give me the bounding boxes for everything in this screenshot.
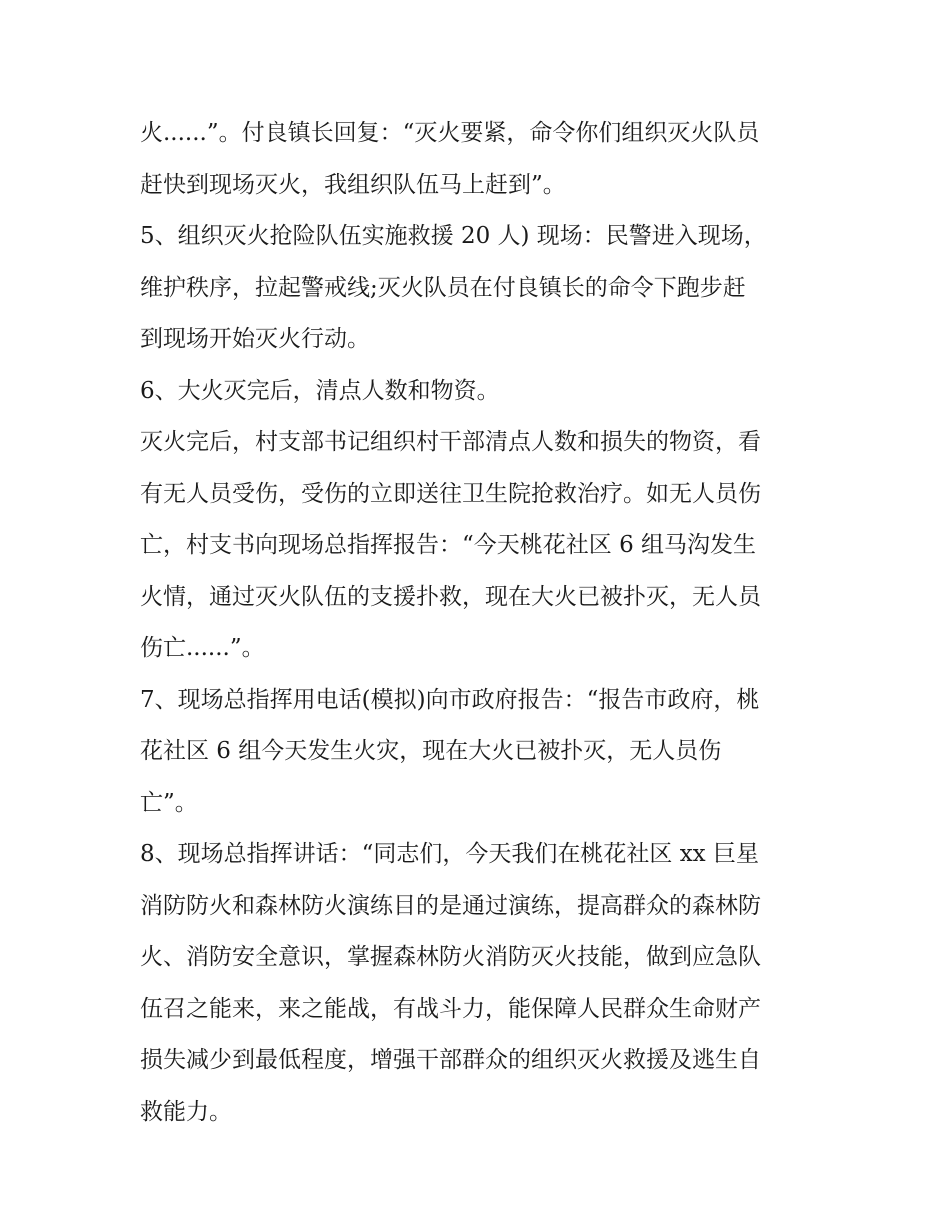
text-line: 伍召之能来，来之能战，有战斗力，能保障人民群众生命财产: [140, 995, 761, 1022]
text-line: 7、现场总指挥用电话(模拟)向市政府报告：“报告市政府，桃: [140, 686, 760, 713]
text-line: 消防防火和森林防火演练目的是通过演练，提高群众的森林防: [140, 892, 761, 919]
text-line: 赶快到现场灭火，我组织队伍马上赶到”。: [140, 171, 566, 198]
text-line: 损失减少到最低程度，增强干部群众的组织灭火救援及逃生自: [140, 1047, 761, 1073]
body-text: [140, 108, 820, 1138]
text-line: 6、大火灭完后，清点人数和物资。: [140, 377, 500, 404]
text-line: 火、消防安全意识，掌握森林防火消防灭火技能，做到应急队: [140, 944, 761, 970]
text-line: 5、组织灭火抢险队伍实施救援 20 人) 现场：民警进入现场，: [140, 223, 767, 249]
text-line: 灭火完后，村支部书记组织村干部清点人数和损失的物资，看: [140, 429, 761, 455]
text-line: 8、现场总指挥讲话：“同志们，今天我们在桃花社区 xx 巨星: [140, 841, 759, 867]
text-line: 伤亡......”。: [140, 635, 265, 661]
text-line: 亡，村支书向现场总指挥报告：“今天桃花社区 6 组马沟发生: [140, 532, 757, 558]
text-line: 到现场开始灭火行动。: [140, 326, 370, 352]
text-line: 火情，通过灭火队伍的支援扑救，现在大火已被扑灭，无人员: [140, 583, 761, 610]
text-line: 花社区 6 组今天发生火灾，现在大火已被扑灭，无人员伤: [140, 738, 722, 764]
text-line: 维护秩序，拉起警戒线;灭火队员在付良镇长的命令下跑步赶: [140, 274, 746, 301]
text-line: 救能力。: [140, 1098, 232, 1125]
text-line: 亡”。: [140, 789, 198, 816]
text-line: 有无人员受伤，受伤的立即送往卫生院抢救治疗。如无人员伤: [140, 480, 761, 507]
text-line: 火......”。付良镇长回复：“灭火要紧，命令你们组织灭火队员: [140, 120, 760, 146]
